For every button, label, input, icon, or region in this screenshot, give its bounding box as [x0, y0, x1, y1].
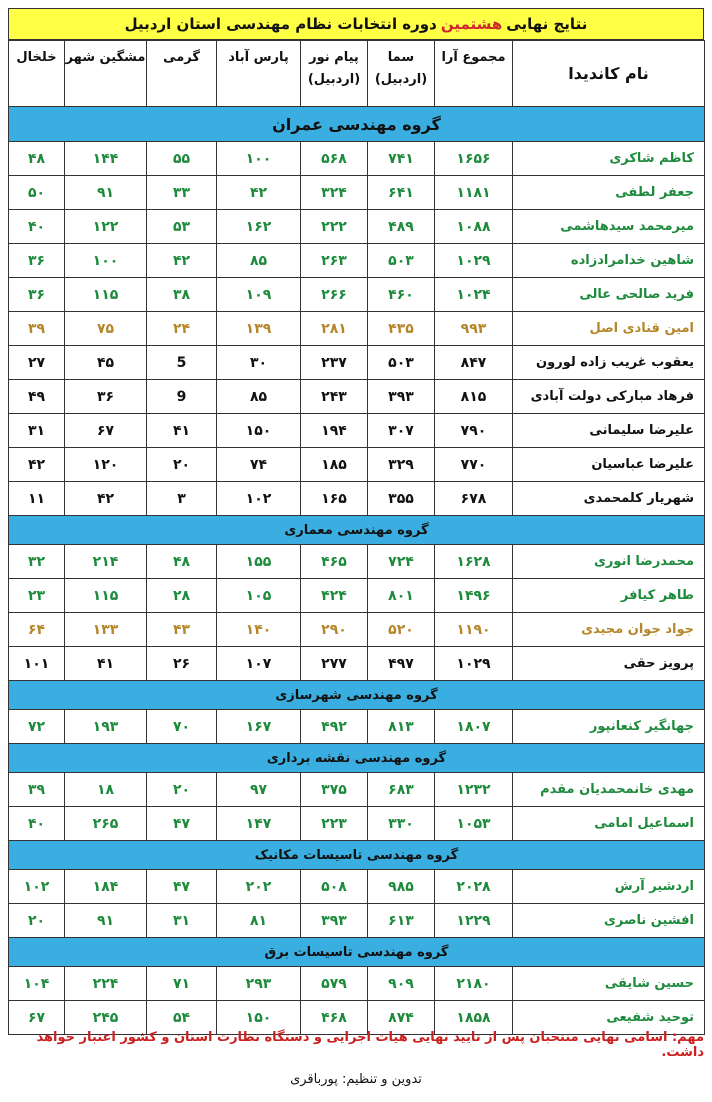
cell-khalkhal: ۲۳ [9, 579, 65, 613]
cell-meshgin: ۴۲ [65, 482, 147, 516]
cell-germi: ۲۰ [147, 773, 217, 807]
cell-pars: ۱۰۷ [217, 647, 301, 681]
cell-total: ۱۱۸۱ [435, 176, 513, 210]
cell-pars: ۱۵۰ [217, 1001, 301, 1035]
cell-pars: ۱۰۹ [217, 278, 301, 312]
cell-pars: ۸۵ [217, 380, 301, 414]
cell-khalkhal: ۶۷ [9, 1001, 65, 1035]
cell-meshgin: ۲۱۴ [65, 545, 147, 579]
cell-khalkhal: ۷۲ [9, 710, 65, 744]
title-start: نتایج نهایی [506, 15, 588, 33]
cell-sama: ۷۲۴ [368, 545, 435, 579]
group-header-row [9, 107, 705, 142]
header-total: مجموع آرا [435, 41, 513, 107]
cell-sama: ۴۳۵ [368, 312, 435, 346]
group-header-row [9, 516, 705, 545]
cell-name: جواد جوان مجیدی [513, 613, 705, 647]
candidate-row [9, 176, 705, 210]
cell-sama: ۹۸۵ [368, 870, 435, 904]
cell-germi: ۲۶ [147, 647, 217, 681]
cell-payam: ۴۹۲ [301, 710, 368, 744]
cell-total: ۱۰۲۹ [435, 244, 513, 278]
cell-total: ۱۶۲۸ [435, 545, 513, 579]
cell-payam: ۵۶۸ [301, 142, 368, 176]
cell-payam: ۲۴۳ [301, 380, 368, 414]
cell-khalkhal: ۴۰ [9, 807, 65, 841]
cell-khalkhal: ۶۴ [9, 613, 65, 647]
cell-name: پرویز حقی [513, 647, 705, 681]
cell-pars: ۱۴۷ [217, 807, 301, 841]
header-row [9, 41, 705, 107]
cell-total: ۱۲۳۲ [435, 773, 513, 807]
cell-name: جهانگیر کنعانپور [513, 710, 705, 744]
cell-sama: ۸۷۴ [368, 1001, 435, 1035]
cell-meshgin: ۲۲۴ [65, 967, 147, 1001]
cell-payam: ۲۸۱ [301, 312, 368, 346]
header-payam-sub: (اردبیل) [307, 72, 361, 87]
cell-germi: ۴۱ [147, 414, 217, 448]
cell-sama: ۳۲۹ [368, 448, 435, 482]
cell-pars: ۱۴۰ [217, 613, 301, 647]
cell-total: ۱۶۵۶ [435, 142, 513, 176]
cell-name: میرمحمد سیدهاشمی [513, 210, 705, 244]
cell-pars: ۱۶۷ [217, 710, 301, 744]
cell-sama: ۳۵۵ [368, 482, 435, 516]
results-sheet [8, 8, 704, 1035]
cell-name: کاظم شاکری [513, 142, 705, 176]
candidate-row [9, 448, 705, 482]
cell-meshgin: ۱۰۰ [65, 244, 147, 278]
cell-meshgin: ۱۲۲ [65, 210, 147, 244]
cell-meshgin: ۷۵ [65, 312, 147, 346]
cell-payam: ۲۲۳ [301, 807, 368, 841]
cell-payam: ۳۲۴ [301, 176, 368, 210]
cell-pars: ۱۰۲ [217, 482, 301, 516]
cell-pars: ۷۴ [217, 448, 301, 482]
cell-germi: 5 [147, 346, 217, 380]
candidate-row [9, 482, 705, 516]
cell-pars: ۱۵۰ [217, 414, 301, 448]
cell-meshgin: ۱۲۰ [65, 448, 147, 482]
cell-total: ۱۰۸۸ [435, 210, 513, 244]
cell-name: فرید صالحی عالی [513, 278, 705, 312]
cell-name: اسماعیل امامی [513, 807, 705, 841]
cell-khalkhal: ۱۰۲ [9, 870, 65, 904]
cell-total: ۱۱۹۰ [435, 613, 513, 647]
cell-meshgin: ۲۴۵ [65, 1001, 147, 1035]
cell-payam: ۱۹۴ [301, 414, 368, 448]
cell-payam: ۵۷۹ [301, 967, 368, 1001]
cell-total: ۲۰۲۸ [435, 870, 513, 904]
cell-germi: ۴۳ [147, 613, 217, 647]
header-sama [368, 41, 435, 107]
candidate-row [9, 807, 705, 841]
header-pars: پارس آباد [217, 41, 301, 107]
results-table [8, 40, 705, 1035]
cell-total: ۶۷۸ [435, 482, 513, 516]
cell-khalkhal: ۵۰ [9, 176, 65, 210]
cell-sama: ۳۹۳ [368, 380, 435, 414]
cell-payam: ۴۶۵ [301, 545, 368, 579]
cell-total: ۱۸۵۸ [435, 1001, 513, 1035]
cell-germi: ۷۰ [147, 710, 217, 744]
cell-meshgin: ۹۱ [65, 904, 147, 938]
cell-sama: ۷۴۱ [368, 142, 435, 176]
cell-payam: ۲۲۲ [301, 210, 368, 244]
cell-total: ۷۹۰ [435, 414, 513, 448]
cell-payam: ۲۶۶ [301, 278, 368, 312]
cell-sama: ۸۱۳ [368, 710, 435, 744]
cell-meshgin: ۹۱ [65, 176, 147, 210]
cell-total: ۱۰۵۳ [435, 807, 513, 841]
cell-germi: ۳۸ [147, 278, 217, 312]
group-title: گروه مهندسی نقشه برداری [9, 744, 705, 773]
candidate-row [9, 967, 705, 1001]
cell-khalkhal: ۳۱ [9, 414, 65, 448]
cell-payam: ۴۲۴ [301, 579, 368, 613]
cell-sama: ۶۴۱ [368, 176, 435, 210]
candidate-row [9, 346, 705, 380]
cell-name: جعفر لطفی [513, 176, 705, 210]
group-header-row [9, 841, 705, 870]
page-title [8, 8, 704, 40]
cell-khalkhal: ۱۱ [9, 482, 65, 516]
cell-total: ۹۹۳ [435, 312, 513, 346]
cell-khalkhal: ۳۲ [9, 545, 65, 579]
cell-sama: ۶۱۳ [368, 904, 435, 938]
group-title: گروه مهندسی شهرسازی [9, 681, 705, 710]
cell-payam: ۲۹۰ [301, 613, 368, 647]
cell-khalkhal: ۳۶ [9, 244, 65, 278]
cell-pars: ۸۵ [217, 244, 301, 278]
cell-name: توحید شفیعی [513, 1001, 705, 1035]
cell-name: اردشیر آرش [513, 870, 705, 904]
cell-pars: ۱۵۵ [217, 545, 301, 579]
cell-khalkhal: ۳۹ [9, 773, 65, 807]
cell-payam: ۲۳۷ [301, 346, 368, 380]
group-title: گروه مهندسی عمران [9, 107, 705, 142]
cell-payam: ۱۶۵ [301, 482, 368, 516]
cell-germi: ۳۱ [147, 904, 217, 938]
cell-khalkhal: ۲۰ [9, 904, 65, 938]
cell-meshgin: ۱۱۵ [65, 579, 147, 613]
candidate-row [9, 904, 705, 938]
cell-payam: ۱۸۵ [301, 448, 368, 482]
candidate-row [9, 312, 705, 346]
cell-total: ۱۸۰۷ [435, 710, 513, 744]
cell-germi: ۷۱ [147, 967, 217, 1001]
header-germi: گرمی [147, 41, 217, 107]
cell-meshgin: ۴۱ [65, 647, 147, 681]
group-title: گروه مهندسی تاسیسات مکانیک [9, 841, 705, 870]
cell-meshgin: ۱۸ [65, 773, 147, 807]
cell-sama: ۴۸۹ [368, 210, 435, 244]
cell-name: امین قنادی اصل [513, 312, 705, 346]
cell-payam: ۳۹۳ [301, 904, 368, 938]
cell-sama: ۳۳۰ [368, 807, 435, 841]
cell-meshgin: ۳۶ [65, 380, 147, 414]
cell-khalkhal: ۲۷ [9, 346, 65, 380]
header-name: نام کاندیدا [513, 41, 705, 107]
cell-payam: ۴۶۸ [301, 1001, 368, 1035]
cell-germi: ۵۳ [147, 210, 217, 244]
candidate-row [9, 414, 705, 448]
cell-meshgin: ۶۷ [65, 414, 147, 448]
cell-total: ۱۰۲۴ [435, 278, 513, 312]
cell-total: ۱۰۲۹ [435, 647, 513, 681]
cell-name: شاهین خدامرادزاده [513, 244, 705, 278]
cell-meshgin: ۴۵ [65, 346, 147, 380]
cell-khalkhal: ۴۹ [9, 380, 65, 414]
candidate-row [9, 210, 705, 244]
cell-germi: ۳۳ [147, 176, 217, 210]
cell-khalkhal: ۳۹ [9, 312, 65, 346]
header-khalkhal: خلخال [9, 41, 65, 107]
group-header-row [9, 681, 705, 710]
candidate-row [9, 613, 705, 647]
cell-name: محمدرضا انوری [513, 545, 705, 579]
cell-germi: ۳ [147, 482, 217, 516]
group-title: گروه مهندسی معماری [9, 516, 705, 545]
cell-pars: ۳۰ [217, 346, 301, 380]
cell-name: حسین شایقی [513, 967, 705, 1001]
candidate-row [9, 380, 705, 414]
cell-sama: ۴۹۷ [368, 647, 435, 681]
cell-sama: ۶۸۳ [368, 773, 435, 807]
results-body [9, 107, 705, 1035]
important-note: مهم: اسامی نهایی منتخبان پس از تایید نهایی هیات اجرایی و دستگاه نظارت استان و کشور اعتبار خواهد داشت. [36, 1030, 704, 1060]
cell-payam: ۲۶۳ [301, 244, 368, 278]
cell-name: یعقوب غریب زاده لورون [513, 346, 705, 380]
header-payam [301, 41, 368, 107]
cell-pars: ۲۹۳ [217, 967, 301, 1001]
cell-total: ۱۲۲۹ [435, 904, 513, 938]
candidate-row [9, 870, 705, 904]
header-payam-label: پیام نور [309, 50, 359, 65]
cell-name: مهدی خانمحمدیان مقدم [513, 773, 705, 807]
credit-line: تدوین و تنظیم: پورباقری [290, 1072, 422, 1087]
cell-sama: ۵۰۳ [368, 346, 435, 380]
cell-total: ۲۱۸۰ [435, 967, 513, 1001]
cell-pars: ۸۱ [217, 904, 301, 938]
cell-sama: ۸۰۱ [368, 579, 435, 613]
cell-name: علیرضا سلیمانی [513, 414, 705, 448]
cell-payam: ۲۷۷ [301, 647, 368, 681]
cell-germi: ۴۲ [147, 244, 217, 278]
cell-khalkhal: ۴۸ [9, 142, 65, 176]
candidate-row [9, 710, 705, 744]
cell-sama: ۳۰۷ [368, 414, 435, 448]
candidate-row [9, 647, 705, 681]
cell-germi: ۲۴ [147, 312, 217, 346]
cell-khalkhal: ۱۰۱ [9, 647, 65, 681]
cell-total: ۸۱۵ [435, 380, 513, 414]
cell-total: ۱۴۹۶ [435, 579, 513, 613]
cell-payam: ۵۰۸ [301, 870, 368, 904]
cell-meshgin: ۱۴۴ [65, 142, 147, 176]
cell-germi: ۴۷ [147, 870, 217, 904]
cell-name: شهریار کلمحمدی [513, 482, 705, 516]
candidate-row [9, 773, 705, 807]
cell-germi: ۴۷ [147, 807, 217, 841]
group-header-row [9, 938, 705, 967]
cell-germi: ۲۸ [147, 579, 217, 613]
title-highlight: هشتمین [440, 15, 503, 33]
cell-germi: 9 [147, 380, 217, 414]
cell-name: علیرضا عباسیان [513, 448, 705, 482]
header-sama-sub: (اردبیل) [374, 72, 428, 87]
cell-meshgin: ۲۶۵ [65, 807, 147, 841]
candidate-row [9, 142, 705, 176]
cell-sama: ۵۲۰ [368, 613, 435, 647]
group-title: گروه مهندسی تاسیسات برق [9, 938, 705, 967]
cell-germi: ۲۰ [147, 448, 217, 482]
cell-germi: ۴۸ [147, 545, 217, 579]
cell-pars: ۴۲ [217, 176, 301, 210]
group-header-row [9, 744, 705, 773]
cell-pars: ۱۳۹ [217, 312, 301, 346]
candidate-row [9, 579, 705, 613]
cell-total: ۷۷۰ [435, 448, 513, 482]
cell-pars: ۲۰۲ [217, 870, 301, 904]
cell-pars: ۹۷ [217, 773, 301, 807]
title-end: دوره انتخابات نظام مهندسی استان اردبیل [124, 15, 437, 33]
cell-pars: ۱۶۲ [217, 210, 301, 244]
cell-germi: ۵۴ [147, 1001, 217, 1035]
cell-khalkhal: ۴۲ [9, 448, 65, 482]
cell-meshgin: ۱۳۳ [65, 613, 147, 647]
candidate-row [9, 244, 705, 278]
cell-name: افشین ناصری [513, 904, 705, 938]
cell-name: طاهر کیافر [513, 579, 705, 613]
cell-germi: ۵۵ [147, 142, 217, 176]
cell-sama: ۴۶۰ [368, 278, 435, 312]
cell-meshgin: ۱۱۵ [65, 278, 147, 312]
cell-meshgin: ۱۹۳ [65, 710, 147, 744]
cell-sama: ۵۰۳ [368, 244, 435, 278]
header-meshgin: مشگین شهر [65, 41, 147, 107]
cell-name: فرهاد مبارکی دولت آبادی [513, 380, 705, 414]
cell-sama: ۹۰۹ [368, 967, 435, 1001]
cell-total: ۸۴۷ [435, 346, 513, 380]
cell-khalkhal: ۴۰ [9, 210, 65, 244]
cell-payam: ۳۷۵ [301, 773, 368, 807]
cell-khalkhal: ۱۰۴ [9, 967, 65, 1001]
candidate-row [9, 545, 705, 579]
cell-pars: ۱۰۰ [217, 142, 301, 176]
candidate-row [9, 278, 705, 312]
cell-khalkhal: ۳۶ [9, 278, 65, 312]
header-sama-label: سما [387, 50, 415, 65]
cell-pars: ۱۰۵ [217, 579, 301, 613]
cell-meshgin: ۱۸۴ [65, 870, 147, 904]
